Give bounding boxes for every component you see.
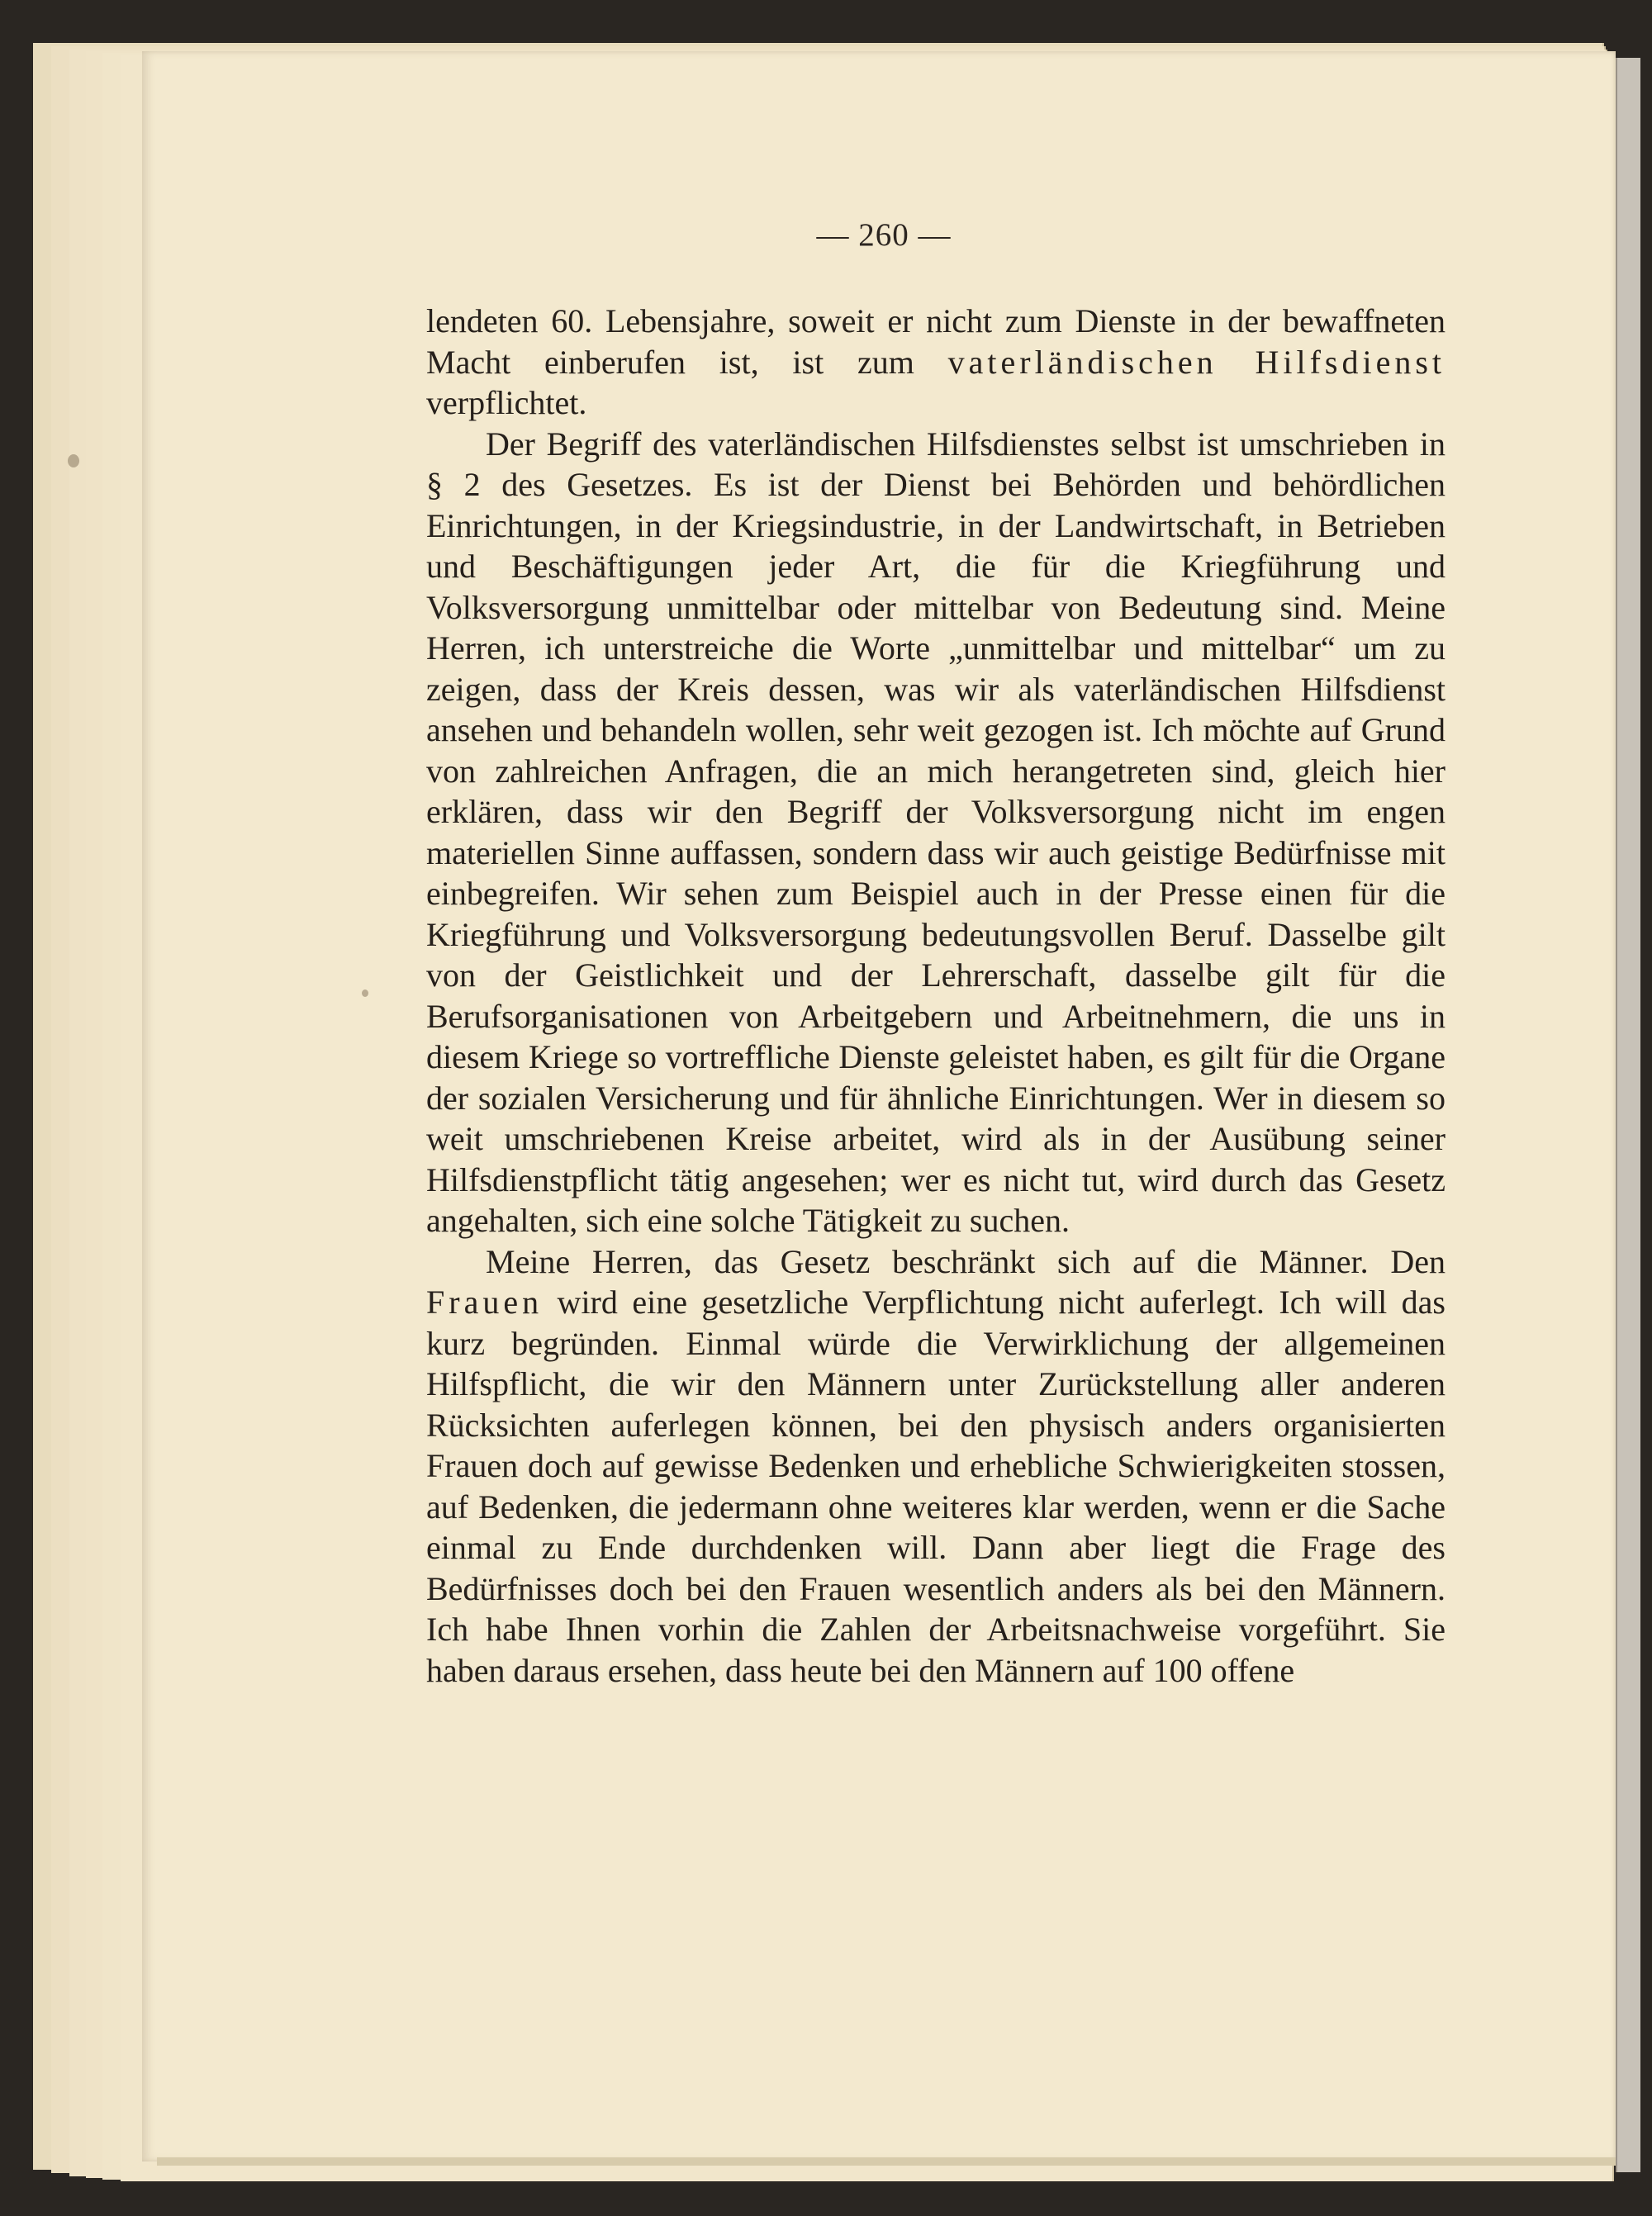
paragraph: lendeten 60. Lebensjahre, soweit er nicht zum Dienste in der bewaffneten Macht einberufen ist, ist zum vaterländischen Hilfsdienst verpflichtet.	[426, 302, 1446, 421]
page-bottom-edge	[157, 2157, 1616, 2166]
paragraph: Der Begriff des vaterländischen Hilfsdienstes selbst ist umschrieben in § 2 des Gesetzes. Es ist der Dienst bei Behörden und behördlichen Einrichtungen, in der Kriegsindustrie, in der Landwirtschaft, in Betrieben und Beschäftigungen jeder Art, die für die Kriegführung und Volksversorgung unmittelbar oder mittelbar von Bedeutung sind. Meine Herren, ich unterstreiche die Worte „unmittelbar und mittelbar“ um zu zeigen, dass der Kreis dessen, was wir als vaterländischen Hilfsdienst ansehen und behandeln wollen, sehr weit gezogen ist. Ich möchte auf Grund von zahlreichen Anfragen, die an mich herangetreten sind, gleich hier erklären, dass wir den Begriff der Volksversorgung nicht im engen materiellen Sinne auffassen, sondern dass wir auch geistige Bedürfnisse mit einbegreifen. Wir sehen zum Beispiel auch in der Presse einen für die Kriegführung und Volksversorgung bedeutungsvollen Beruf. Dasselbe gilt von der Geistlichkeit und der Lehrerschaft, dasselbe gilt für die Berufsorganisationen von Arbeitgebern und Arbeitnehmern, die uns in diesem Kriege so vortreffliche Dienste geleistet haben, es gilt für die Organe der sozialen Versicherung und für ähnliche Einrichtungen. Wer in diesem so weit umschriebenen Kreise arbeitet, wird als in der Ausübung seiner Hilfsdienstpflicht tätig angesehen; wer es nicht tut, wird durch das Gesetz angehalten, sich eine solche Tätigkeit zu suchen.	[426, 425, 1446, 1239]
book-spine-edge	[1616, 58, 1640, 2172]
paragraph: Meine Herren, das Gesetz beschränkt sich auf die Männer. Den Frauen wird eine gesetzliche Verpflichtung nicht auferlegt. Ich will das kurz begründen. Einmal würde die Verwirklichung der allgemeinen Hilfspflicht, die wir den Männern unter Zurückstellung aller anderen Rücksichten auferlegen können, bei den physisch anders organisierten Frauen doch auf gewisse Bedenken und erhebliche Schwierigkeiten stossen, auf Bedenken, die jedermann ohne weiteres klar werden, wenn er die Sache einmal zu Ende durchdenken will. Dann aber liegt die Frage des Bedürfnisses doch bei den Frauen wesentlich anders als bei den Männern. Ich habe Ihnen vorhin die Zahlen der Arbeitsnachweise vorgeführt. Sie haben daraus ersehen, dass heute bei den Männern auf 100 offene	[426, 1242, 1446, 1689]
paper-stain	[68, 454, 79, 467]
emphasized-term: vaterländischen Hilfsdienst	[947, 343, 1446, 381]
page-number: — 260 —	[816, 217, 952, 253]
emphasized-term: Frauen	[426, 1284, 544, 1321]
body-text	[426, 301, 1446, 1691]
paper-stain	[362, 989, 368, 997]
